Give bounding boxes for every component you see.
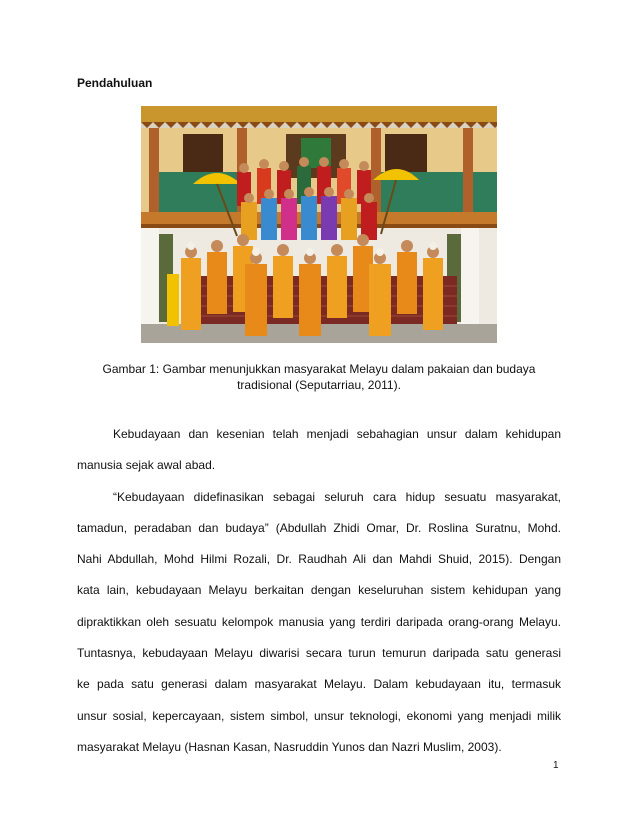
page-number: 1 [553,760,559,771]
caption-line-2: tradisional (Seputarriau, 2011). [237,378,401,392]
figure-caption [77,361,561,393]
text-line: manusia sejak awal abad. [77,458,216,473]
figure-photo [141,106,497,343]
section-heading: Pendahuluan [77,76,153,90]
text-line: masyarakat Melayu (Hasnan Kasan, Nasruddin Yunos dan Nazri Muslim, 2003). [77,739,502,754]
text-line: kata lain, kebudayaan Melayu berkaitan dengan keseluruhan sistem kehidupan yang [77,583,561,598]
paragraph-2 [77,482,561,764]
text-line: Nahi Abdullah, Mohd Hilmi Rozali, Dr. Raudhah Ali dan Mahdi Shuid, 2015). Dengan [77,552,561,567]
text-line: tamadun, peradaban dan budaya” (Abdullah Zhidi Omar, Dr. Roslina Suratnu, Mohd. [77,520,561,535]
text-line: Kebudayaan dan kesenian telah menjadi sebahagian unsur dalam kehidupan [113,427,561,441]
text-line: “Kebudayaan didefinasikan sebagai seluruh cara hidup sesuatu masyarakat, [113,489,561,504]
body-text [77,419,561,763]
text-line: unsur sosial, kepercayaan, sistem simbol, unsur teknologi, ekonomi yang menjadi milik [77,708,561,723]
caption-line-1: Gambar 1: Gambar menunjukkan masyarakat Melayu dalam pakaian dan budaya [102,362,536,376]
text-line: Tuntasnya, kebudayaan Melayu diwarisi secara turun temurun daripada satu generasi [77,646,561,661]
paragraph-1 [77,419,561,482]
text-line: ke pada satu generasi dalam masyarakat Melayu. Dalam kebudayaan itu, termasuk [77,677,561,692]
text-line: dipraktikkan oleh sesuatu kelompok manusia yang terdiri daripada orang-orang Melayu. [77,614,561,629]
